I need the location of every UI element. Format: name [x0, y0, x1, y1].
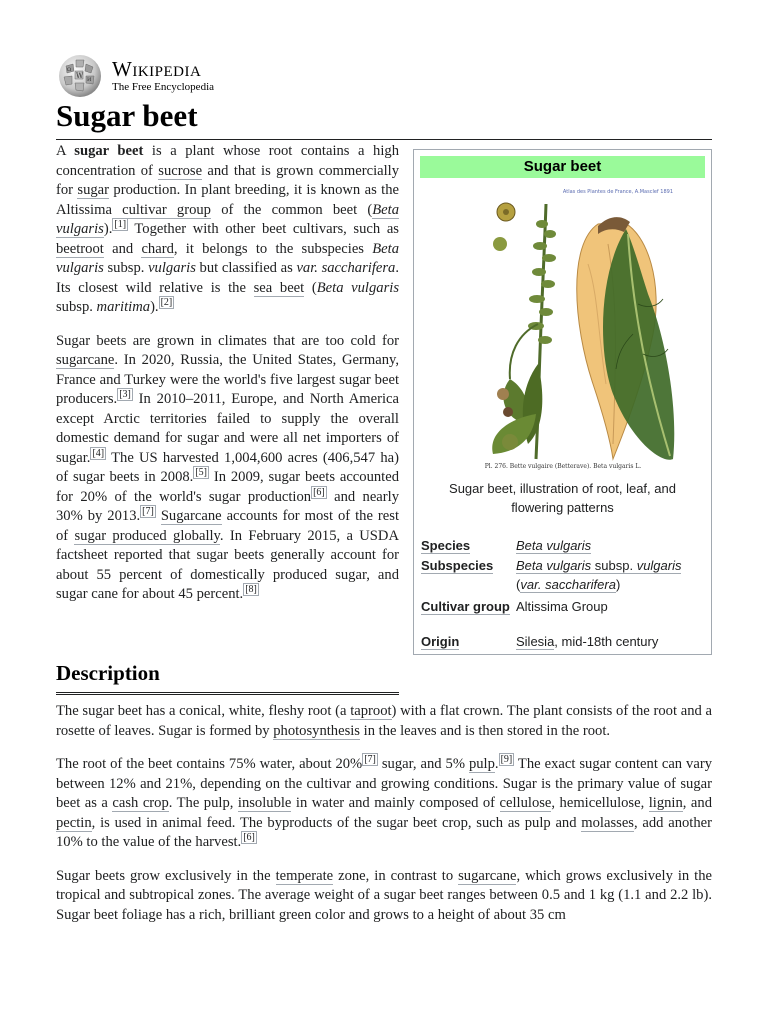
ref-4[interactable]: [4]: [92, 447, 105, 459]
ref-7[interactable]: [7]: [142, 506, 154, 518]
link-subspecies[interactable]: Beta vulgaris subsp. vulgaris: [516, 558, 682, 573]
infobox-row-cultivar-group: Cultivar group Altissima Group: [421, 599, 608, 614]
link-sugar-production[interactable]: sugar produced globally: [74, 527, 220, 544]
svg-text:Ω: Ω: [67, 67, 72, 73]
link-sugar[interactable]: sugar: [77, 182, 110, 198]
sugar-beet-illustration[interactable]: [448, 184, 678, 474]
intro-paragraph-2: Sugar beets are grown in climates that are too cold for sugarcane. In 2020, Russia, the United States, Germany, France and Turkey were the world's five largest sugar beet producers. [3] In 2010–2011, Europe, and North America except Arctic territories failed to supply the overall domestic demand for sugar and were all net importers of sugar. [4] The US harvested 1,004,600 acres (406,547 ha) of sugar beets in 2008. [5] In 2009, sugar beets accounted for 20% of the world's sugar production [6] and nearly 30% by 2013. [7] Sugarcane accounts for most of the rest of sugar produced globally. In February 2015, a USDA factsheet reported that sugar beets generally account for about 55 percent of domestically produced sugar, and sugar cane for about 45 percent. [8]: [56, 332, 400, 602]
description-section: [56, 702, 712, 939]
ref-3[interactable]: [3]: [119, 389, 131, 401]
link-silesia[interactable]: Silesia: [516, 634, 555, 649]
infobox-row-species: Species Beta vulgaris: [421, 538, 592, 553]
link-chard[interactable]: chard: [141, 240, 174, 257]
infobox-row-subspecies: Subspecies Beta vulgaris subsp. vulgaris (var. saccharifera): [421, 558, 682, 592]
wikipedia-globe-icon: [56, 54, 104, 98]
svg-text:W: W: [76, 72, 84, 80]
ref-6[interactable]: [6]: [313, 486, 325, 498]
link-pulp[interactable]: pulp: [468, 756, 495, 772]
site-name: Wikipedia: [112, 57, 202, 81]
description-paragraph-3: Sugar beets grow exclusively in the temperate zone, in contrast to sugarcane, which grows exclusively in the tropical and subtropical zones. The average weight of a sugar beet ranges between 0.5 and 1 kg (1.1 and 2.2 lb). Sugar beet foliage has a rich, brilliant green color and grows to a height of about 35 cm: [56, 867, 713, 923]
page-title: Sugar beet: [56, 96, 712, 140]
link-cultivar-group[interactable]: cultivar group: [122, 201, 211, 218]
infobox-title: Sugar beet: [420, 156, 705, 178]
link-sucrose[interactable]: sucrose: [158, 162, 203, 179]
site-tagline: The Free Encyclopedia: [112, 81, 215, 93]
link-pectin[interactable]: pectin: [56, 814, 92, 831]
ref-2[interactable]: [2]: [160, 297, 173, 309]
link-taproot[interactable]: taproot: [350, 703, 392, 719]
description-paragraph-2: The root of the beet contains 75% water, about 20% [7] sugar, and 5% pulp. [9] The exact sugar content can vary between 12% and 21%, depending on the cultivar and growing conditions. Sugar is the primary value of sugar beet as a cash crop. The pulp, insoluble in water and mainly composed of cellulose, hemicellulose, lignin, and pectin, is used in animal feed. The byproducts of the sugar beet crop, such as pulp and molasses, add another 10% to the value of the harvest. [6]: [56, 754, 713, 850]
intro-section: [56, 142, 399, 619]
description-paragraph-1: The sugar beet has a conical, white, fleshy root (a taproot) with a flat crown. The plant consists of the root and a rosette of leaves. Sugar is formed by photosynthesis in the leaves and is then stored in the root.: [56, 703, 713, 739]
ref-7-b[interactable]: [7]: [364, 754, 376, 766]
link-molasses[interactable]: molasses: [581, 814, 634, 831]
wordmark: [112, 59, 214, 93]
link-sea-beet[interactable]: sea beet: [253, 279, 305, 296]
link-beetroot[interactable]: beetroot: [56, 240, 104, 257]
link-species[interactable]: Beta vulgaris: [516, 538, 592, 553]
ref-6-b[interactable]: [6]: [243, 832, 255, 844]
link-photosynthesis[interactable]: photosynthesis: [273, 722, 360, 739]
infobox-caption: Sugar beet, illustration of root, leaf, and flowering patterns: [449, 481, 676, 515]
link-sugarcane-3[interactable]: sugarcane: [458, 867, 517, 884]
infobox: [413, 149, 712, 655]
wikipedia-logo[interactable]: [56, 54, 214, 98]
link-beta-vulgaris[interactable]: Beta vulgaris: [56, 201, 399, 237]
link-var-saccharifera[interactable]: var. saccharifera: [520, 577, 616, 592]
plate-caption: Pl. 276. Bette vulgaire (Betterave). Beta vulgaris L.: [484, 463, 641, 470]
svg-text:И: И: [87, 77, 92, 83]
intro-paragraph-1: A sugar beet is a plant whose root contains a high concentration of sucrose and that is grown commercially for sugar production. In plant breeding, it is known as the Altissima cultivar group of the common beet (Beta vulgaris). [1] Together with other beet cultivars, such as beetroot and chard, it belongs to the subspecies Beta vulgaris subsp. vulgaris but classified as var. saccharifera. Its closest wild relative is the sea beet (Beta vulgaris subsp. maritima). [2]: [56, 143, 400, 315]
ref-1[interactable]: [1]: [114, 219, 127, 231]
link-sugarcane[interactable]: sugarcane: [56, 352, 115, 368]
link-cellulose[interactable]: cellulose: [499, 795, 552, 811]
section-heading-description: Description: [56, 658, 399, 695]
ref-8[interactable]: [8]: [245, 584, 257, 596]
link-cash-crop[interactable]: cash crop: [112, 795, 169, 811]
infobox-row-origin: Origin Silesia, mid-18th century: [421, 634, 659, 649]
plate-credit: Atlas des Plantes de France, A.Masclef 1891: [562, 189, 673, 195]
link-temperate[interactable]: temperate: [275, 867, 334, 884]
link-sugarcane-2[interactable]: Sugarcane: [160, 508, 222, 524]
bold-term: sugar beet: [74, 143, 144, 159]
link-insoluble[interactable]: insoluble: [237, 795, 292, 811]
ref-5[interactable]: [5]: [195, 467, 208, 479]
link-lignin[interactable]: lignin: [648, 795, 683, 811]
ref-9[interactable]: [9]: [500, 754, 513, 766]
